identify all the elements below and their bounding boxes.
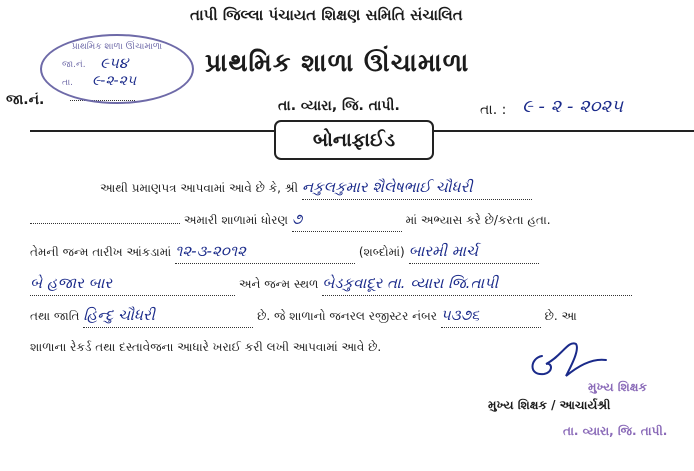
stamp-date-label: તા. <box>62 78 74 88</box>
stamp-date-value: ૯-૨-૨૫ <box>92 73 137 89</box>
stamp-title: પ્રાથમિક શાળા ઊંચામાળા <box>71 42 163 52</box>
stamp-number-label: જા.નં. <box>62 60 86 70</box>
certificate-title: બોનાફાઈડ <box>274 120 434 160</box>
line1-text: આથી પ્રમાણપત્ર આપવામાં આવે છે કે, શ્રી <box>100 181 299 195</box>
school-name: પ્રાથમિક શાળા ઊંચામાળા <box>205 48 470 77</box>
headmaster-signature <box>522 336 612 386</box>
line2-text-1: અમારી શાળામાં ધોરણ <box>183 213 288 227</box>
body-line-4 <box>30 272 632 294</box>
line2-leading-dots <box>30 223 180 224</box>
line3-text-2: (શબ્દોમાં) <box>358 245 405 259</box>
line5-text-2: છે. જે શાળાનો જનરલ રજીસ્ટર નંબર <box>257 309 437 323</box>
line3-text-1: તેમની જન્મ તારીખ આંકડામાં <box>30 245 172 259</box>
line2-text-2: માં અભ્યાસ કરે છે/કરતા હતા. <box>405 213 551 227</box>
headmaster-stamp-line-1: મુખ્ય શિક્ષક <box>588 380 647 394</box>
standard-value: ૭ <box>291 210 303 228</box>
line5-text-3: છે. આ <box>544 309 577 323</box>
school-address: તા. વ્યારા, જિ. તાપી. <box>278 98 400 114</box>
birth-date-digits: ૧૨-૩-૨૦૧૨ <box>174 242 246 260</box>
birth-date-words: બારમી માર્ચ <box>408 242 478 260</box>
headmaster-stamp-line-2: તા. વ્યારા, જિ. તાપી. <box>563 424 668 438</box>
body-line-5 <box>30 304 577 326</box>
body-line-6: શાળાના રેકર્ડ તથા દસ્તાવેજના આધારે ખરાઈ કરી લખી આપવામાં આવે છે. <box>30 340 382 354</box>
jan-number-label: જા.નં. <box>6 92 45 108</box>
school-stamp <box>40 34 194 104</box>
body-line-3 <box>30 240 539 262</box>
body-line-2 <box>30 208 551 230</box>
date-value: ૯ - ૨ - ૨૦૨૫ <box>522 96 623 117</box>
birth-place: બેડકુવાદૂર તા. વ્યારા જિ.તાપી <box>322 274 499 292</box>
headmaster-title: મુખ્ય શિક્ષક / આચાર્યશ્રી <box>488 398 611 412</box>
date-label: તા. : <box>480 102 507 118</box>
stamp-number-value: ૯૫૪ <box>100 54 129 72</box>
register-number: ૫૩૭૬ <box>440 306 480 324</box>
body-line-1 <box>100 176 532 198</box>
line4-text: અને જન્મ સ્થળ <box>238 277 319 291</box>
student-name: નકુલકુમાર શૈલેષભાઈ ચૌધરી <box>301 178 473 196</box>
header-top-line: તાપી જિલ્લા પંચાયત શિક્ષણ સમિતિ સંચાલિત <box>190 6 463 24</box>
caste-value: હિન્દુ ચૌધરી <box>83 306 155 324</box>
birth-year-words: બે હજાર બાર <box>30 274 113 292</box>
line5-text-1: તથા જાતિ <box>30 309 80 323</box>
